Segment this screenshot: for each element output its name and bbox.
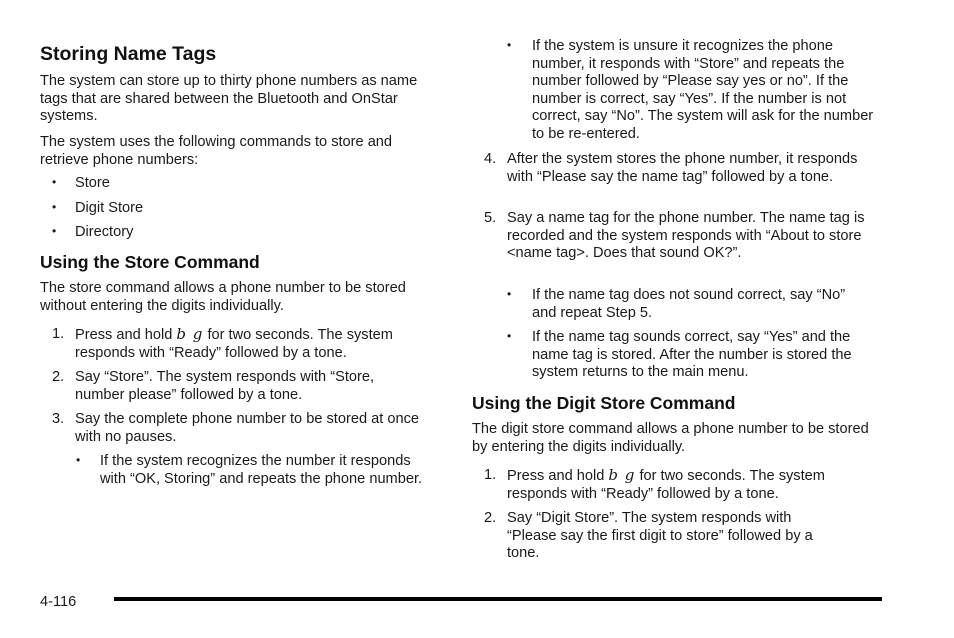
step-number: 1. xyxy=(52,326,65,342)
step-number: 2. xyxy=(52,369,65,385)
digit-step-1: Press and hold b g for two seconds. The system responds with “Ready” followed by a tone. xyxy=(507,466,825,502)
section-title: Storing Name Tags xyxy=(40,43,217,65)
bullet: • xyxy=(52,200,57,214)
command-store: Store xyxy=(75,175,110,191)
bullet: • xyxy=(76,453,81,467)
bullet: • xyxy=(507,287,512,301)
phone-voice-icon: b g xyxy=(608,466,636,484)
command-directory: Directory xyxy=(75,224,134,240)
store-command-intro: The store command allows a phone number to be stored without entering the digits individually. xyxy=(40,280,406,314)
phone-voice-icon: b g xyxy=(176,325,204,343)
intro-paragraph: The system can store up to thirty phone numbers as name tags that are shared between the Bluetooth and OnStar systems. xyxy=(40,73,418,125)
digit-store-intro: The digit store command allows a phone number to be stored by entering the digits individually. xyxy=(472,421,869,455)
store-step-5: Say a name tag for the phone number. The name tag is recorded and the system responds with “About to store <name tag>. Does that sound OK?”. xyxy=(507,210,865,262)
commands-paragraph: The system uses the following commands to store and retrieve phone numbers: xyxy=(40,134,393,168)
store-command-heading: Using the Store Command xyxy=(40,252,260,272)
bullet: • xyxy=(507,329,512,343)
store-step-3: Say the complete phone number to be stored at once with no pauses. xyxy=(75,411,419,445)
command-digit-store: Digit Store xyxy=(75,200,144,216)
store-step-2: Say “Store”. The system responds with “Store, number please” followed by a tone. xyxy=(75,369,375,403)
step-number: 2. xyxy=(484,510,497,526)
store-step-1: Press and hold b g for two seconds. The system responds with “Ready” followed by a tone. xyxy=(75,325,393,361)
step-number: 4. xyxy=(484,151,497,167)
step5-bullet-no: If the name tag does not sound correct, say “No” and repeat Step 5. xyxy=(532,287,846,321)
unsure-bullet: If the system is unsure it recognizes the phone number, it responds with “Store” and repeats the number followed by “Please say yes or no”. If the number is correct, say “Yes”. If the number is not correct, say “No”. The system will ask for the number to be re-entered. xyxy=(532,38,874,142)
footer-rule xyxy=(114,597,882,601)
store-step-4: After the system stores the phone number, it responds with “Please say the name tag” followed by a tone. xyxy=(507,151,858,185)
step5-bullet-yes: If the name tag sounds correct, say “Yes” and the name tag is stored. After the number is stored the system returns to the main menu. xyxy=(532,329,852,381)
bullet: • xyxy=(507,38,512,52)
step3-bullet: If the system recognizes the number it responds with “OK, Storing” and repeats the phone number. xyxy=(100,453,423,487)
digit-step-2: Say “Digit Store”. The system responds with “Please say the first digit to store” followed by a tone. xyxy=(507,510,813,562)
step-number: 3. xyxy=(52,411,65,427)
digit-store-heading: Using the Digit Store Command xyxy=(472,393,736,413)
page-number: 4-116 xyxy=(40,594,77,610)
bullet: • xyxy=(52,175,57,189)
bullet: • xyxy=(52,224,57,238)
step-number: 5. xyxy=(484,210,497,226)
step-number: 1. xyxy=(484,467,497,483)
